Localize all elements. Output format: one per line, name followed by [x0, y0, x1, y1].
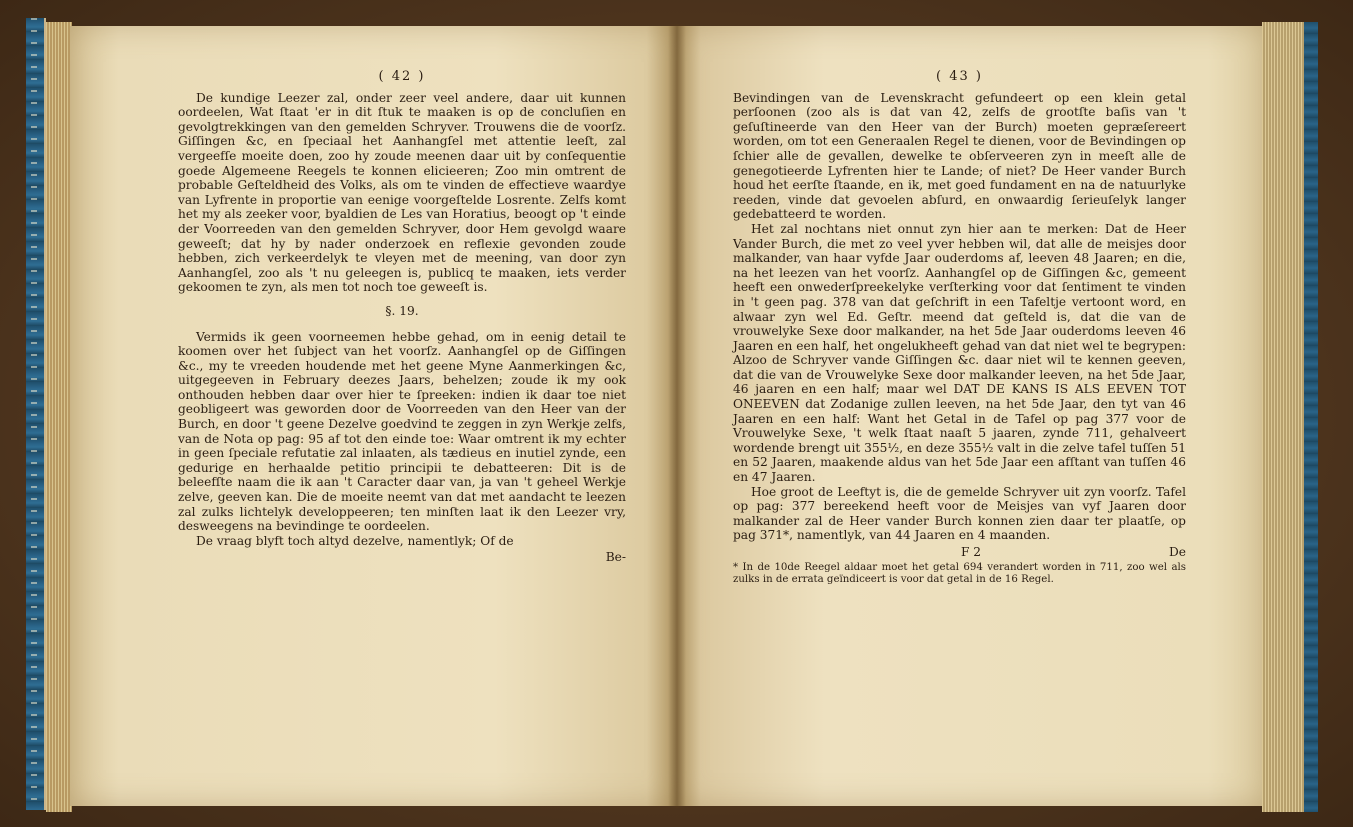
left-page-text [178, 70, 626, 565]
left-paragraph-group-2 [178, 330, 626, 549]
right-signature-line [733, 545, 1186, 560]
page-number-left: ( 42 ) [378, 69, 426, 84]
footnote: * In de 10de Reegel aldaar moet het getal 694 verandert worden in 711, zoo wel als zulks in de errata geïndiceert is voor dat getal in de 16 Regel. [733, 561, 1186, 585]
catchword-left: Be- [605, 550, 626, 565]
right-paragraph-group [733, 91, 1186, 543]
right-page-stack [1262, 22, 1306, 812]
section-heading: §. 19. [385, 303, 419, 318]
left-page-stack [46, 22, 72, 812]
book-gutter [668, 24, 686, 808]
right-paragraph-2: Het zal nochtans niet onnut zyn hier aan te merken: Dat de Heer Vander Burch, die met zo veel yver hebben wil, dat alle de meisjes door malkander, van haar vyfde Jaar ouderdoms af, leeven 48 Jaaren; en die, na het leezen van het voorſz. Aanhangſel op de Giſſingen &c, gemeent heeft een onwederſpreekelyke verſterking voor dat ſentiment te vinden in 't geen pag. 378 van dat geſchrift in een Tafeltje vertoont word, en alwaar zyn wel Ed. Geſtr. meend dat geſteld is, dat die van de vrouwelyke Sexe door malkander, na het 5de Jaar ouderdoms leeven 46 Jaaren en een half, het ongelukheeft gehad van dat niet wel te begrypen: Alzoo de Schryver vande Giſſingen &c. daar niet wil te kennen geeven, dat die van de Vrouwelyke Sexe door malkander leeven, na het 5de Jaar, 46 jaaren en een half; maar wel DAT DE KANS IS ALS EEVEN TOT ONEEVEN dat Zodanige zullen leeven, na het 5de Jaar, den tyt van 46 Jaaren en een half: Want het Getal in de Tafel op pag 377 voor de Vrouwelyke Sexe, 't welk ſtaat naaſt 5 jaaren, zynde 711, gehalveert wordende brengt uit 355½, en deze 355½ valt in die zelve tafel tuſſen 51 en 52 Jaaren, maakende aldus van het 5de Jaar een afſtant van tuſſen 46 en 47 Jaaren. [733, 221, 1186, 485]
left-paragraph-group-1 [178, 91, 626, 295]
right-paragraph-3: Hoe groot de Leeftyt is, die de gemelde Schryver uit zyn voorſz. Tafel op pag: 377 bereekend heeft voor de Meisjes van vyf Jaaren door malkander zal de Heer vander Burch konnen zien daar ter plaatſe, op pag 371*, namentlyk, van 44 Jaaren en 4 maanden. [733, 484, 1186, 543]
right-paragraph-1: Bevindingen van de Levenskracht gefundeert op een klein getal perſoonen (zoo als is dat van 42, zelfs de grootſte baſis van 't geſuſtineerde van den Heer van der Burch) moeten gepræſereert worden, om tot een Generaalen Regel te dienen, voor de Bevindingen op ſchier alle de gevallen, dewelke te obſerveeren zyn in meeſt alle de genegotieerde Lyfrenten hier te Lande; of niet? De Heer vander Burch houd het eerſte ſtaande, en ik, met goed fundament en na de natuurlyke reeden, vinde dat gevoelen abſurd, en onwaardig ſerieuſelyk langer gedebatteerd te worden. [733, 90, 1186, 222]
catchword-right: De [1169, 545, 1186, 559]
signature-mark: F 2 [960, 545, 982, 559]
left-binding-edge [26, 18, 46, 810]
left-paragraph-1: De kundige Leezer zal, onder zeer veel andere, daar uit kunnen oordeelen, Wat ſtaat 'er in dit ſtuk te maaken is op de concluſien en gevolgtrekkingen van den gemelden Schryver. Trouwens die de voorſz. Giſſingen &c, en ſpeciaal het Aanhangſel met attentie leeſt, zal vergeefſe moeite doen, zoo hy zoude meenen daar uit by conſequentie goede Algemeene Reegels te konnen elicieeren; Zoo min omtrent de probable Geſteldheid des Volks, als om te vinden de effectieve waardye van Lyfrente in proportie van eenige voorgeſtelde Losrente. Zelfs komt het my als zeeker voor, byaldien de Les van Horatius, beoogt op 't einde der Voorreeden van den gemelden Schryver, door Hem gevolgd waare geweeſt; dat hy by nader onderzoek en reflexie gevonden zoude hebben, zich verkeerdelyk te vleyen met de meening, van door zyn Aanhangſel, zoo als 't nu geleegen is, publicq te maaken, iets verder gekoomen te zyn, als men tot noch toe geweeſt is. [178, 90, 626, 295]
right-binding-edge [1304, 22, 1318, 812]
right-page-text [733, 70, 1186, 586]
left-paragraph-2: Vermids ik geen voorneemen hebbe gehad, om in eenig detail te koomen over het ſubject van het voorſz. Aanhangſel op de Giſſingen &c., my te vreeden houdende met het geene Myne Aanmerkingen &c, uitgegeeven in February deezes Jaars, behelzen; zoude ik my ook onthouden hebben daar over hier te ſpreeken: indien ik daar toe niet geobligeert was geworden door de Voorreeden van den Heer van der Burch, en door 't geene Dezelve goedvind te zeggen in zyn Werkje zelfs, van de Nota op pag: 95 af tot den einde toe: Waar omtrent ik my echter in geen ſpeciale refutatie zal inlaaten, als tædieus en inutiel zynde, een gedurige en herhaalde petitio principii te debatteeren: Dit is de beleefſte naam die ik aan 't Caracter daar van, ja van 't geheel Werkje zelve, geeven kan. Die de moeite neemt van dat met aandacht te leezen zal zulks lichtelyk developpeeren; ten minſten laat ik den Leezer vry, desweegens na bevindinge te oordeelen. [178, 329, 626, 534]
page-number-right: ( 43 ) [936, 69, 983, 84]
left-paragraph-3: De vraag blyft toch altyd dezelve, namentlyk; Of de [196, 533, 514, 548]
left-catchword-line [178, 550, 626, 565]
